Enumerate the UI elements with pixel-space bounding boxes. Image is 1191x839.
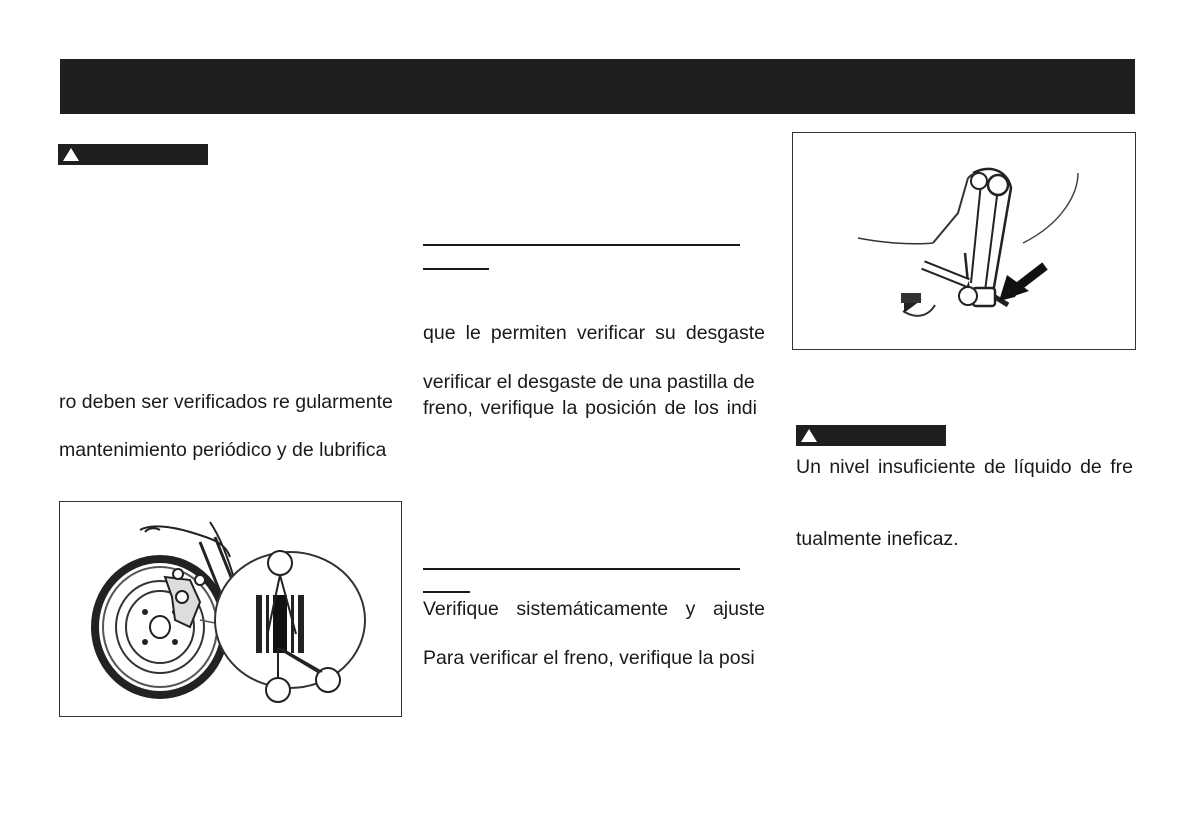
- left-text-line-2: mantenimiento periódico y de lubrifica: [59, 439, 387, 461]
- brake-lever-figure: [792, 132, 1136, 350]
- right-text-line-1: Un nivel insuficiente de líquido de fre: [796, 456, 1133, 478]
- heading-rule-2: [423, 568, 740, 570]
- brake-lever-adjuster-illustration: [793, 133, 1135, 349]
- middle-text-para1-line2: verificar el desgaste de una pastilla de: [423, 371, 755, 393]
- heading-rule-2-short: [423, 591, 470, 593]
- section-header-bar: [60, 59, 1135, 114]
- warning-triangle-icon: [800, 428, 818, 443]
- heading-rule-1: [423, 244, 740, 246]
- brake-disc-wheel-illustration: [60, 502, 401, 716]
- left-text-line-1: ro deben ser verificados re gularmente: [59, 391, 393, 413]
- middle-text-para2-line1: Verifique sistemáticamente y ajuste: [423, 598, 765, 620]
- warning-badge-right: [796, 425, 946, 446]
- right-text-line-2: tualmente ineficaz.: [796, 528, 959, 550]
- heading-rule-1-short: [423, 268, 489, 270]
- brake-wheel-figure: [59, 501, 402, 717]
- warning-badge-left: [58, 144, 208, 165]
- warning-triangle-icon: [62, 147, 80, 162]
- middle-text-para1-line1: que le permiten verificar su desgaste: [423, 322, 765, 344]
- middle-text-para1-line3: freno, verifique la posición de los indi: [423, 397, 757, 419]
- middle-text-para2-line2: Para verificar el freno, verifique la posi: [423, 647, 755, 669]
